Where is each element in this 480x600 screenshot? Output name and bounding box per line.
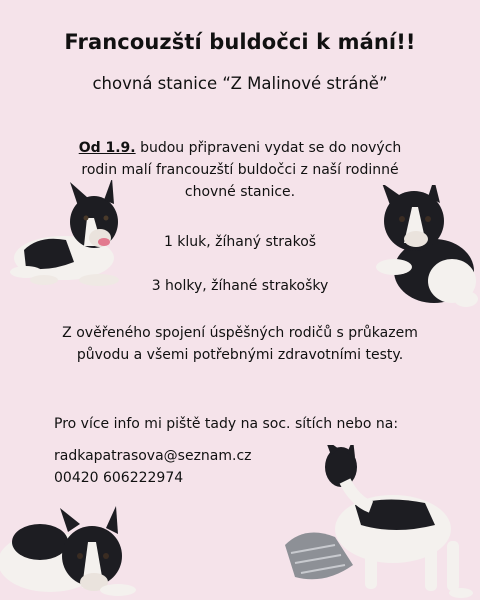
intro-date: Od 1.9. bbox=[78, 140, 136, 156]
contact-block bbox=[54, 445, 252, 489]
phone-text: 00420 606222974 bbox=[54, 470, 184, 486]
intro-text: budou připraveni vydat se do nových rodin malí francouzští buldočci z naší rodinné chovné stanice. bbox=[81, 140, 402, 200]
parents-paragraph: Z ověřeného spojení úspěšných rodičů s průkazem původu a všemi potřebnými zdravotními testy. bbox=[62, 325, 418, 363]
puppy-photo-walking bbox=[275, 445, 480, 600]
email-text: radkapatrasova@seznam.cz bbox=[54, 448, 252, 464]
more-info-line: Pro více info mi piště tady na soc. sítích nebo na: bbox=[54, 416, 399, 432]
title: Francouzští buldočci k mání!! bbox=[64, 30, 416, 54]
girls-line: 3 holky, žíhané strakošky bbox=[151, 278, 329, 294]
puppy-photo-sitting bbox=[368, 185, 480, 315]
puppy-photo-lying bbox=[4, 180, 134, 300]
subtitle: chovná stanice “Z Malinové stráně” bbox=[92, 74, 388, 93]
puppy-photo-resting bbox=[0, 498, 140, 598]
boy-line: 1 kluk, žíhaný strakoš bbox=[163, 234, 317, 250]
